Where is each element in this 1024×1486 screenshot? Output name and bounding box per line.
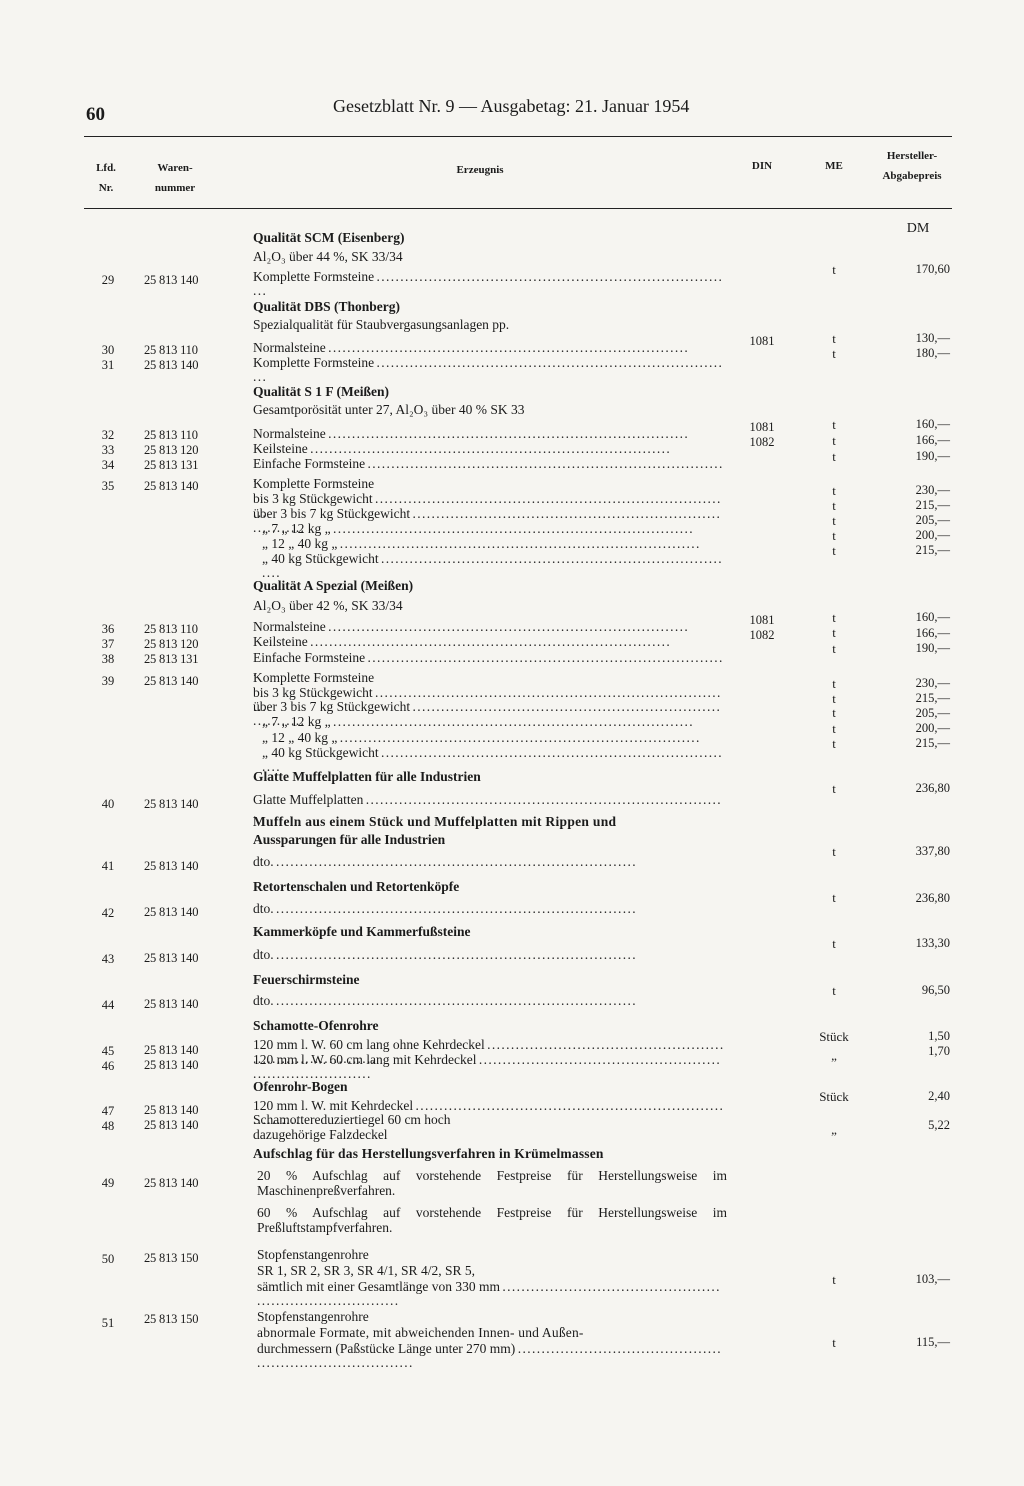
col-erzeugnis: Erzeugnis bbox=[456, 164, 504, 176]
row-lfd: 45 bbox=[101, 1044, 115, 1058]
header-rule-top bbox=[84, 136, 952, 137]
row-unit: t bbox=[832, 781, 836, 796]
row-unit: t bbox=[832, 983, 836, 998]
row-description: 120 mm l. W. 60 cm lang mit Kehrdeckel . . . bbox=[253, 1053, 723, 1081]
row-description: Normalsteine . . . bbox=[253, 341, 723, 355]
row-price: 103,— bbox=[915, 1272, 950, 1286]
row-lfd: 36 bbox=[101, 622, 115, 636]
row-unit: t bbox=[832, 498, 836, 513]
row-unit: t bbox=[832, 736, 836, 751]
row-description: Keilsteine . . . bbox=[253, 635, 723, 649]
row-price: 166,— bbox=[915, 626, 950, 640]
row-unit: „ bbox=[831, 1048, 837, 1063]
row-lfd: 31 bbox=[101, 358, 115, 372]
row-price: 215,— bbox=[915, 498, 950, 512]
col-din: DIN bbox=[751, 160, 773, 172]
row-description: Stopfenstangenrohre bbox=[257, 1247, 369, 1262]
row-price: 190,— bbox=[915, 641, 950, 655]
row-warennummer: 25 813 140 bbox=[144, 358, 199, 372]
row-unit: t bbox=[832, 610, 836, 625]
surcharge-paragraph: 20 % Aufschlag auf vorstehende Festpreise für Herstellungsweise im Maschinenpreßverfahren. bbox=[257, 1168, 727, 1198]
row-price: 180,— bbox=[915, 346, 950, 360]
row-unit: t bbox=[832, 346, 836, 361]
row-description: dto. . . . bbox=[253, 948, 723, 962]
section-title: Aussparungen für alle Industrien bbox=[253, 832, 446, 847]
row-unit: t bbox=[832, 641, 836, 656]
row-unit: t bbox=[832, 417, 836, 432]
row-unit: t bbox=[832, 676, 836, 691]
row-lfd: 40 bbox=[101, 797, 115, 811]
section-title: Kammerköpfe und Kammerfußsteine bbox=[253, 924, 471, 939]
row-lfd: 35 bbox=[101, 479, 115, 493]
row-price: 190,— bbox=[915, 449, 950, 463]
row-unit: Stück bbox=[819, 1029, 849, 1044]
col-me: ME bbox=[825, 160, 843, 172]
row-warennummer: 25 813 140 bbox=[144, 1118, 199, 1132]
section-title: Qualität A Spezial (Meißen) bbox=[253, 578, 414, 593]
section-note: Al₂O₃ über 42 %, SK 33/34 bbox=[253, 598, 403, 613]
header-rule-bottom bbox=[84, 208, 952, 209]
row-warennummer: 25 813 140 bbox=[144, 859, 199, 873]
row-price: 215,— bbox=[915, 691, 950, 705]
section-note: Spezialqualität für Staubvergasungsanlagen pp. bbox=[253, 317, 510, 332]
row-description: Komplette Formsteine bbox=[253, 476, 375, 491]
row-lfd: 49 bbox=[101, 1176, 115, 1190]
row-description: bis 3 kg Stückgewicht . . . bbox=[253, 492, 723, 520]
section-title: Qualität SCM (Eisenberg) bbox=[253, 230, 405, 245]
row-warennummer: 25 813 140 bbox=[144, 1176, 199, 1190]
row-unit: t bbox=[832, 691, 836, 706]
row-lfd: 29 bbox=[101, 273, 115, 287]
row-warennummer: 25 813 140 bbox=[144, 905, 199, 919]
row-unit: t bbox=[832, 331, 836, 346]
row-description: Komplette Formsteine . . . bbox=[253, 270, 723, 298]
row-price: 200,— bbox=[915, 528, 950, 542]
row-unit: t bbox=[832, 936, 836, 951]
row-price: 215,— bbox=[915, 736, 950, 750]
row-warennummer: 25 813 120 bbox=[144, 443, 199, 457]
section-title: Retortenschalen und Retortenköpfe bbox=[253, 879, 460, 894]
row-description: Stopfenstangenrohre bbox=[257, 1309, 369, 1324]
row-unit: t bbox=[832, 844, 836, 859]
row-description: abnormale Formate, mit abweichenden Innen- und Außen- bbox=[257, 1325, 584, 1340]
row-price: 205,— bbox=[915, 706, 950, 720]
page-title: Gesetzblatt Nr. 9 — Ausgabetag: 21. Januar 1954 bbox=[333, 96, 690, 116]
row-unit: t bbox=[832, 483, 836, 498]
row-description: dazugehörige Falzdeckel bbox=[253, 1127, 388, 1142]
row-description: über 3 bis 7 kg Stückgewicht . . . bbox=[253, 507, 723, 535]
section-title: Feuerschirmsteine bbox=[253, 972, 360, 987]
row-unit: t bbox=[832, 449, 836, 464]
section-title: Glatte Muffelplatten für alle Industrien bbox=[253, 769, 481, 784]
surcharge-paragraph: 60 % Aufschlag auf vorstehende Festpreise für Herstellungsweise im Preßluftstampfverfahren. bbox=[257, 1205, 727, 1235]
row-description: Einfache Formsteine . . . bbox=[253, 457, 723, 485]
row-description: „ 12 „ 40 kg „ . . . bbox=[262, 537, 723, 551]
row-description: „ 7 „ 12 kg „ . . . bbox=[262, 522, 723, 536]
row-price: 170,60 bbox=[915, 262, 950, 276]
row-unit: t bbox=[832, 543, 836, 558]
row-unit: t bbox=[832, 705, 836, 720]
row-description: Normalsteine . . . bbox=[253, 427, 723, 441]
row-description: durchmessern (Paßstücke Länge unter 270 mm) . . . bbox=[257, 1342, 723, 1370]
row-din: 1082 bbox=[749, 628, 775, 642]
row-din: 1081 bbox=[749, 420, 775, 434]
row-warennummer: 25 813 110 bbox=[144, 428, 198, 442]
row-warennummer: 25 813 140 bbox=[144, 1058, 199, 1072]
row-unit: „ bbox=[831, 1122, 837, 1137]
row-warennummer: 25 813 140 bbox=[144, 1043, 199, 1057]
section-title: Qualität DBS (Thonberg) bbox=[253, 299, 401, 314]
row-price: 115,— bbox=[916, 1335, 950, 1349]
section-note: Gesamtporösität unter 27, Al₂O₃ über 40 % SK 33 bbox=[253, 402, 525, 417]
row-price: 96,50 bbox=[921, 983, 950, 997]
row-lfd: 33 bbox=[101, 443, 115, 457]
row-unit: t bbox=[832, 513, 836, 528]
row-lfd: 32 bbox=[101, 428, 115, 442]
row-lfd: 30 bbox=[101, 343, 115, 357]
row-price: 1,70 bbox=[928, 1044, 950, 1058]
row-lfd: 41 bbox=[101, 859, 115, 873]
row-price: 230,— bbox=[915, 676, 950, 690]
row-price: 236,80 bbox=[915, 891, 950, 905]
row-price: 230,— bbox=[915, 483, 950, 497]
row-lfd: 38 bbox=[101, 652, 115, 666]
row-description: Komplette Formsteine bbox=[253, 670, 375, 685]
row-din: 1081 bbox=[749, 334, 775, 348]
row-price: 236,80 bbox=[915, 781, 950, 795]
section-title: Qualität S 1 F (Meißen) bbox=[253, 384, 389, 399]
row-unit: t bbox=[832, 1335, 836, 1350]
row-description: bis 3 kg Stückgewicht . . . bbox=[253, 686, 723, 714]
col-lfd: Lfd. Nr. bbox=[96, 162, 116, 194]
page-number: 60 bbox=[86, 104, 105, 125]
row-warennummer: 25 813 150 bbox=[144, 1312, 199, 1326]
row-unit: t bbox=[832, 721, 836, 736]
row-price: 130,— bbox=[915, 331, 950, 345]
row-unit: t bbox=[832, 262, 836, 277]
row-lfd: 44 bbox=[101, 998, 115, 1012]
row-description: über 3 bis 7 kg Stückgewicht . . . bbox=[253, 700, 723, 728]
row-price: 2,40 bbox=[928, 1089, 950, 1103]
row-description: dto. . . . bbox=[253, 994, 723, 1008]
row-price: 160,— bbox=[915, 610, 950, 624]
col-preis: Hersteller- Abgabepreis bbox=[882, 150, 942, 182]
row-lfd: 34 bbox=[101, 458, 115, 472]
currency-label: DM bbox=[906, 221, 930, 236]
section-note: Al₂O₃ über 44 %, SK 33/34 bbox=[253, 249, 403, 264]
row-price: 166,— bbox=[915, 433, 950, 447]
row-description: Keilsteine . . . bbox=[253, 442, 723, 456]
row-price: 205,— bbox=[915, 513, 950, 527]
row-warennummer: 25 813 140 bbox=[144, 479, 199, 493]
row-warennummer: 25 813 140 bbox=[144, 951, 199, 965]
row-warennummer: 25 813 131 bbox=[144, 458, 199, 472]
row-description: „ 40 kg Stückgewicht . . . bbox=[262, 746, 723, 774]
row-description: Glatte Muffelplatten . . . bbox=[253, 793, 723, 821]
row-unit: t bbox=[832, 433, 836, 448]
row-description: dto. . . . bbox=[253, 902, 723, 916]
row-description: Normalsteine . . . bbox=[253, 620, 723, 634]
row-unit: t bbox=[832, 1272, 836, 1287]
section-title: Ofenrohr-Bogen bbox=[253, 1079, 348, 1094]
section-title: Schamotte-Ofenrohre bbox=[253, 1018, 379, 1033]
row-din: 1082 bbox=[749, 435, 775, 449]
row-price: 200,— bbox=[915, 721, 950, 735]
row-lfd: 39 bbox=[101, 674, 115, 688]
row-warennummer: 25 813 140 bbox=[144, 273, 199, 287]
row-lfd: 37 bbox=[101, 637, 115, 651]
row-price: 160,— bbox=[915, 417, 950, 431]
row-warennummer: 25 813 150 bbox=[144, 1251, 199, 1265]
row-description: „ 12 „ 40 kg „ . . . bbox=[262, 731, 723, 745]
row-price: 5,22 bbox=[928, 1118, 950, 1132]
row-description: 120 mm l. W. mit Kehrdeckel . . . bbox=[253, 1099, 723, 1127]
section-title: Aufschlag für das Herstellungsverfahren in Krümelmassen bbox=[253, 1146, 604, 1161]
row-unit: t bbox=[832, 528, 836, 543]
row-warennummer: 25 813 140 bbox=[144, 1103, 199, 1117]
row-warennummer: 25 813 120 bbox=[144, 637, 199, 651]
row-warennummer: 25 813 140 bbox=[144, 674, 199, 688]
row-description: sämtlich mit einer Gesamtlänge von 330 mm . . . bbox=[257, 1280, 723, 1308]
row-description: Schamottereduziertiegel 60 cm hoch bbox=[253, 1112, 451, 1127]
section-title: Muffeln aus einem Stück und Muffelplatten mit Rippen und bbox=[253, 814, 617, 829]
row-price: 1,50 bbox=[928, 1029, 950, 1043]
row-description: Komplette Formsteine . . . bbox=[253, 356, 723, 384]
col-warennummer: Waren- nummer bbox=[154, 162, 196, 194]
row-warennummer: 25 813 140 bbox=[144, 797, 199, 811]
row-description: SR 1, SR 2, SR 3, SR 4/1, SR 4/2, SR 5, bbox=[257, 1263, 475, 1278]
row-unit: Stück bbox=[819, 1089, 849, 1104]
row-warennummer: 25 813 110 bbox=[144, 622, 198, 636]
row-price: 133,30 bbox=[915, 936, 950, 950]
row-price: 337,80 bbox=[915, 844, 950, 858]
row-lfd: 47 bbox=[101, 1104, 115, 1118]
row-price: 215,— bbox=[915, 543, 950, 557]
row-description: dto. . . . bbox=[253, 855, 723, 869]
row-lfd: 42 bbox=[101, 906, 115, 920]
row-description: „ 7 „ 12 kg „ . . . bbox=[262, 715, 723, 729]
row-din: 1081 bbox=[749, 613, 775, 627]
row-description: „ 40 kg Stückgewicht . . . bbox=[262, 552, 723, 580]
row-unit: t bbox=[832, 890, 836, 905]
row-warennummer: 25 813 140 bbox=[144, 997, 199, 1011]
row-description: 120 mm l. W. 60 cm lang ohne Kehrdeckel . . . bbox=[253, 1038, 723, 1066]
row-warennummer: 25 813 110 bbox=[144, 343, 198, 357]
row-lfd: 48 bbox=[101, 1119, 115, 1133]
row-warennummer: 25 813 131 bbox=[144, 652, 199, 666]
row-lfd: 50 bbox=[101, 1252, 115, 1266]
row-lfd: 51 bbox=[101, 1316, 115, 1330]
row-description: Einfache Formsteine . . . bbox=[253, 651, 723, 679]
row-unit: t bbox=[832, 625, 836, 640]
row-lfd: 46 bbox=[101, 1059, 115, 1073]
row-lfd: 43 bbox=[101, 952, 115, 966]
